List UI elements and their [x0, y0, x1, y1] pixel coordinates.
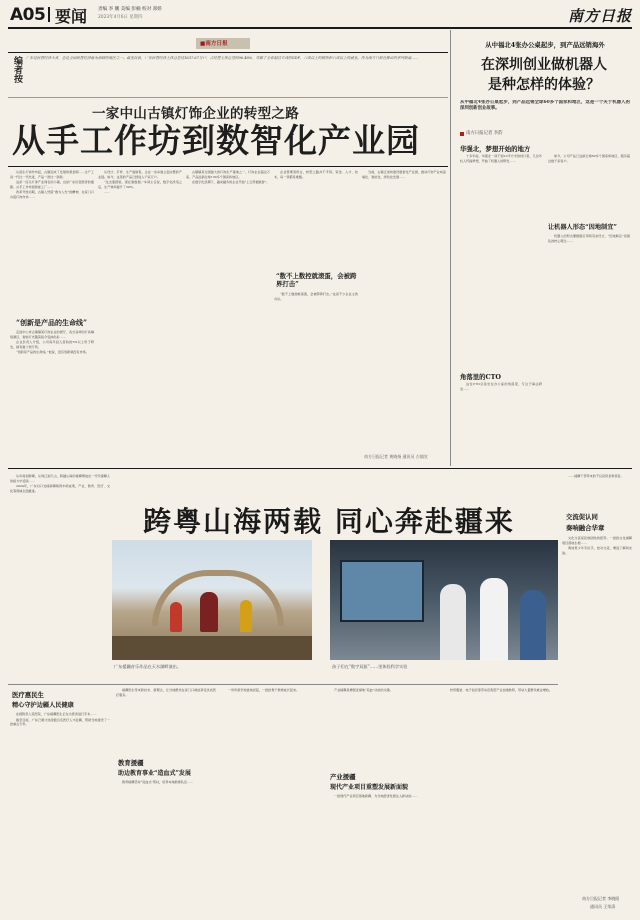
- subhead-education-2: 助边教育事业“造血式”发展: [118, 770, 191, 777]
- sidebar-rule-marker: [460, 132, 464, 136]
- story2-byline-1: 南方日报记者 李晓阳: [582, 896, 620, 901]
- story2-col-2b: 教育援疆坚持“造血式”帮扶，培养本地教师队伍……: [122, 780, 194, 784]
- sidebar-title-big-1: 在深圳创业做机器人: [481, 57, 607, 73]
- subhead-exchange-2: 奏响融合华章: [566, 524, 605, 532]
- story2-byline-2: 通讯员 王荣清: [590, 904, 616, 909]
- masthead-separator: [48, 7, 50, 22]
- top-col-4: 企业管理者坦言，转型之路并不平坦。资金、人才、技术，每一项都是难题。: [274, 170, 358, 179]
- stage-performer: [200, 592, 218, 632]
- mid-page-rule: [8, 468, 632, 469]
- stage-floor: [112, 636, 312, 660]
- subhead-digital: “数不上数控就滚蛋，会被跨界打击”: [276, 272, 357, 288]
- photo-stage-caption: 广东援疆音乐作品在天水湖畔演出。: [114, 664, 182, 669]
- sidebar-col-2b: 机器人的形态要根据应用场景来设计，“因地制宜”是团队的核心理念……: [548, 234, 630, 243]
- stage-performer-3: [240, 600, 252, 632]
- top-col-1b: 走进中山市古镇镇某灯饰企业的展厅，各式各样的灯具琳琅满目，智能灯光随着指令变换色彩…… 企业负责人介绍，公司每年投入营收的5%以上用于研发，拥有数十项专利。 “创新是产品的生命线。”他说，没有创新就没有市场。: [10, 330, 94, 355]
- top-vertical-divider: [450, 30, 451, 466]
- story2-right-col: 文化交流是民族团结的纽带。一批批文化援疆项目落地生根…… 两地青少年手拉手，结对交流，增进了解和友谊。: [562, 536, 632, 555]
- kicker-label: ■南方日报: [200, 41, 228, 47]
- subhead-education-1: 教育援疆: [118, 759, 144, 767]
- science-child-3: [520, 590, 546, 660]
- kicker-rule: [8, 52, 448, 53]
- top-story-byline: 南方日报记者 黄晓扬 通讯员 古镇宣: [364, 454, 428, 459]
- section-title: 要闻: [55, 7, 88, 26]
- science-child-2: [480, 578, 508, 660]
- subhead-industry-1: 产业援疆: [330, 773, 356, 781]
- story-subtitle: 一家中山古镇灯饰企业的转型之路: [92, 106, 299, 122]
- story2-lede-col: 从华南到新疆，从珠江到天山，跨越山海的援疆情谊在一代代援疆人的接力中延续…… 2024年，广东对口支援新疆取得丰硕成果，产业、教育、医疗、文化等领域全面推进。: [10, 474, 110, 493]
- story2-col-4: 产业援疆是增强受援地“造血”功能的关键。: [334, 688, 393, 692]
- story2-right-top-col: ……援疆干部带来的不仅是资金和项目。: [568, 474, 624, 478]
- science-child-1: [440, 584, 466, 660]
- top-col-1: 从诞生灯饰作坊起，古镇迎来了发展的黄金期……生产工具一代比一代先进，产品一款比一款新。 这是一座以灯饰产业闻名的小镇，也是广东民营经济的缩影。从手工作坊到智能工厂…… 改革开放初期，古镇人凭借“敢为人先”的精神，在家门口办起灯饰作坊……: [10, 170, 94, 199]
- subhead-medical-1: 医疗惠民生: [12, 691, 44, 699]
- masthead-meta-2: 2023年4月6日 星期四: [98, 15, 143, 20]
- intro-rule: [8, 97, 448, 98]
- story2-col-2: 援疆医生带来新技术、新理念，让当地群众在家门口就能享受优质医疗服务。: [116, 688, 216, 697]
- masthead: [0, 0, 640, 26]
- subhead-innovation: “创新是产品的生命线”: [16, 318, 88, 327]
- masthead-rule: [8, 27, 632, 29]
- sidebar-title-small: 从中福北4张办公桌起步，到产品远销海外: [485, 41, 605, 49]
- top-col-5: 当前，古镇正加快建设数智化产业园，推动灯饰产业向高端化、智能化、绿色化发展……: [362, 170, 446, 179]
- sidebar-subhead-3: 让机器人形态“因地制宜”: [548, 224, 617, 231]
- top-story-kicker: [196, 38, 250, 49]
- story2-col-4b: 一批现代产业项目落地新疆，为当地经济发展注入新动能……: [334, 794, 418, 798]
- subhead-industry-2: 现代产业项目重塑发展新面貌: [330, 784, 409, 791]
- sidebar-subhead-1: 华强北，梦想开始的地方: [460, 145, 531, 153]
- story2-headline: 跨粤山海两载 同心奔赴疆来: [143, 505, 515, 538]
- sidebar-col-2: 如今，公司产品已远销全球60多个国家和地区，服务超过数千家客户。: [548, 154, 630, 163]
- editor-note-text: 广东是民营经济大省，也是全国民营经济最为活跃的地区之一。截至目前，广东民营经济主体总量达1637.67万户，占经营主体总量的96.48%，贡献了全省超过五成的GDP、六成以上的税收和八成以上的就业。作为南方日报社推出的系列报道……: [26, 56, 419, 60]
- subhead-exchange-1: 交流促认同: [566, 513, 598, 521]
- story-headline: 从手工作坊到数智化产业园: [12, 121, 420, 160]
- sidebar-byline: 南方日报记者 李韵: [466, 131, 503, 136]
- sidebar-subhead-2: 角落里的CTO: [460, 373, 501, 381]
- photo-science-caption: 孩子们在“数字双驱”……里体验科学实验: [332, 664, 408, 669]
- top-col-3: 古镇镇是全国最大的灯饰生产基地之一，灯饰企业超过万家，产品远销全球130多个国家和地区。 在数字化浪潮下，越来越多的企业开始“上云用数赋智”。: [186, 170, 270, 185]
- stage-performer-2: [170, 602, 182, 632]
- sidebar-title-big-2: 是种怎样的体验？: [488, 77, 600, 93]
- photo-stage: [112, 540, 312, 660]
- masthead-meta-1: 责编 李 鹏 美编 彭楠 校对 郑娇: [98, 7, 162, 12]
- story2-col-5: 纺织服装、电子信息等劳动密集型产业加速转移，带动大量群众就业增收。: [450, 688, 553, 692]
- sidebar-lede: 从中福北4张办公桌起步，到产品远销全球60多个国家和地区，这是一个关于机器人的深圳创新创业故事。: [460, 100, 630, 111]
- sidebar-col-1b: 这位CTO总是坐在办公室的角落里，专注于算法研发……: [460, 382, 542, 391]
- sidebar-col-1: 十多年前，华强北一间不到10平方米的档口里，几位年轻人怀揣梦想，开始了机器人的研发……: [460, 154, 542, 163]
- editor-note-label: 编者按: [12, 56, 22, 83]
- page-number: A05: [10, 5, 46, 25]
- photo-science: [330, 540, 558, 660]
- newspaper-logo: 南方日报: [568, 7, 633, 25]
- story2-col-1: 在疏附县人民医院，广东援疆医生正在为患者进行手术…… 截至目前，广东已累计选派数百名医疗人才赴疆，帮助当地建设了一批重点专科。: [10, 712, 110, 727]
- story2-col-3: 一所所新学校拔地而起，一批批骨干教师成长起来。: [228, 688, 300, 692]
- headline-rule: [8, 166, 448, 167]
- science-screen: [340, 560, 424, 622]
- top-col-4b: “数不上数控就滚蛋，会被跨界打击。”这是不少企业主的共识。: [274, 292, 358, 301]
- top-col-2: 从设计、打样、生产到销售，企业一步步建立起完整的产业链。如今，这里的产品已经进入千家万户。 “过去靠经验，现在靠数据。”车间主任说，数字化改造之后，生产效率提升了30%。 ……: [98, 170, 182, 195]
- subhead-medical-2: 精心守护边疆人民健康: [12, 702, 74, 709]
- story2-divider: [8, 684, 558, 685]
